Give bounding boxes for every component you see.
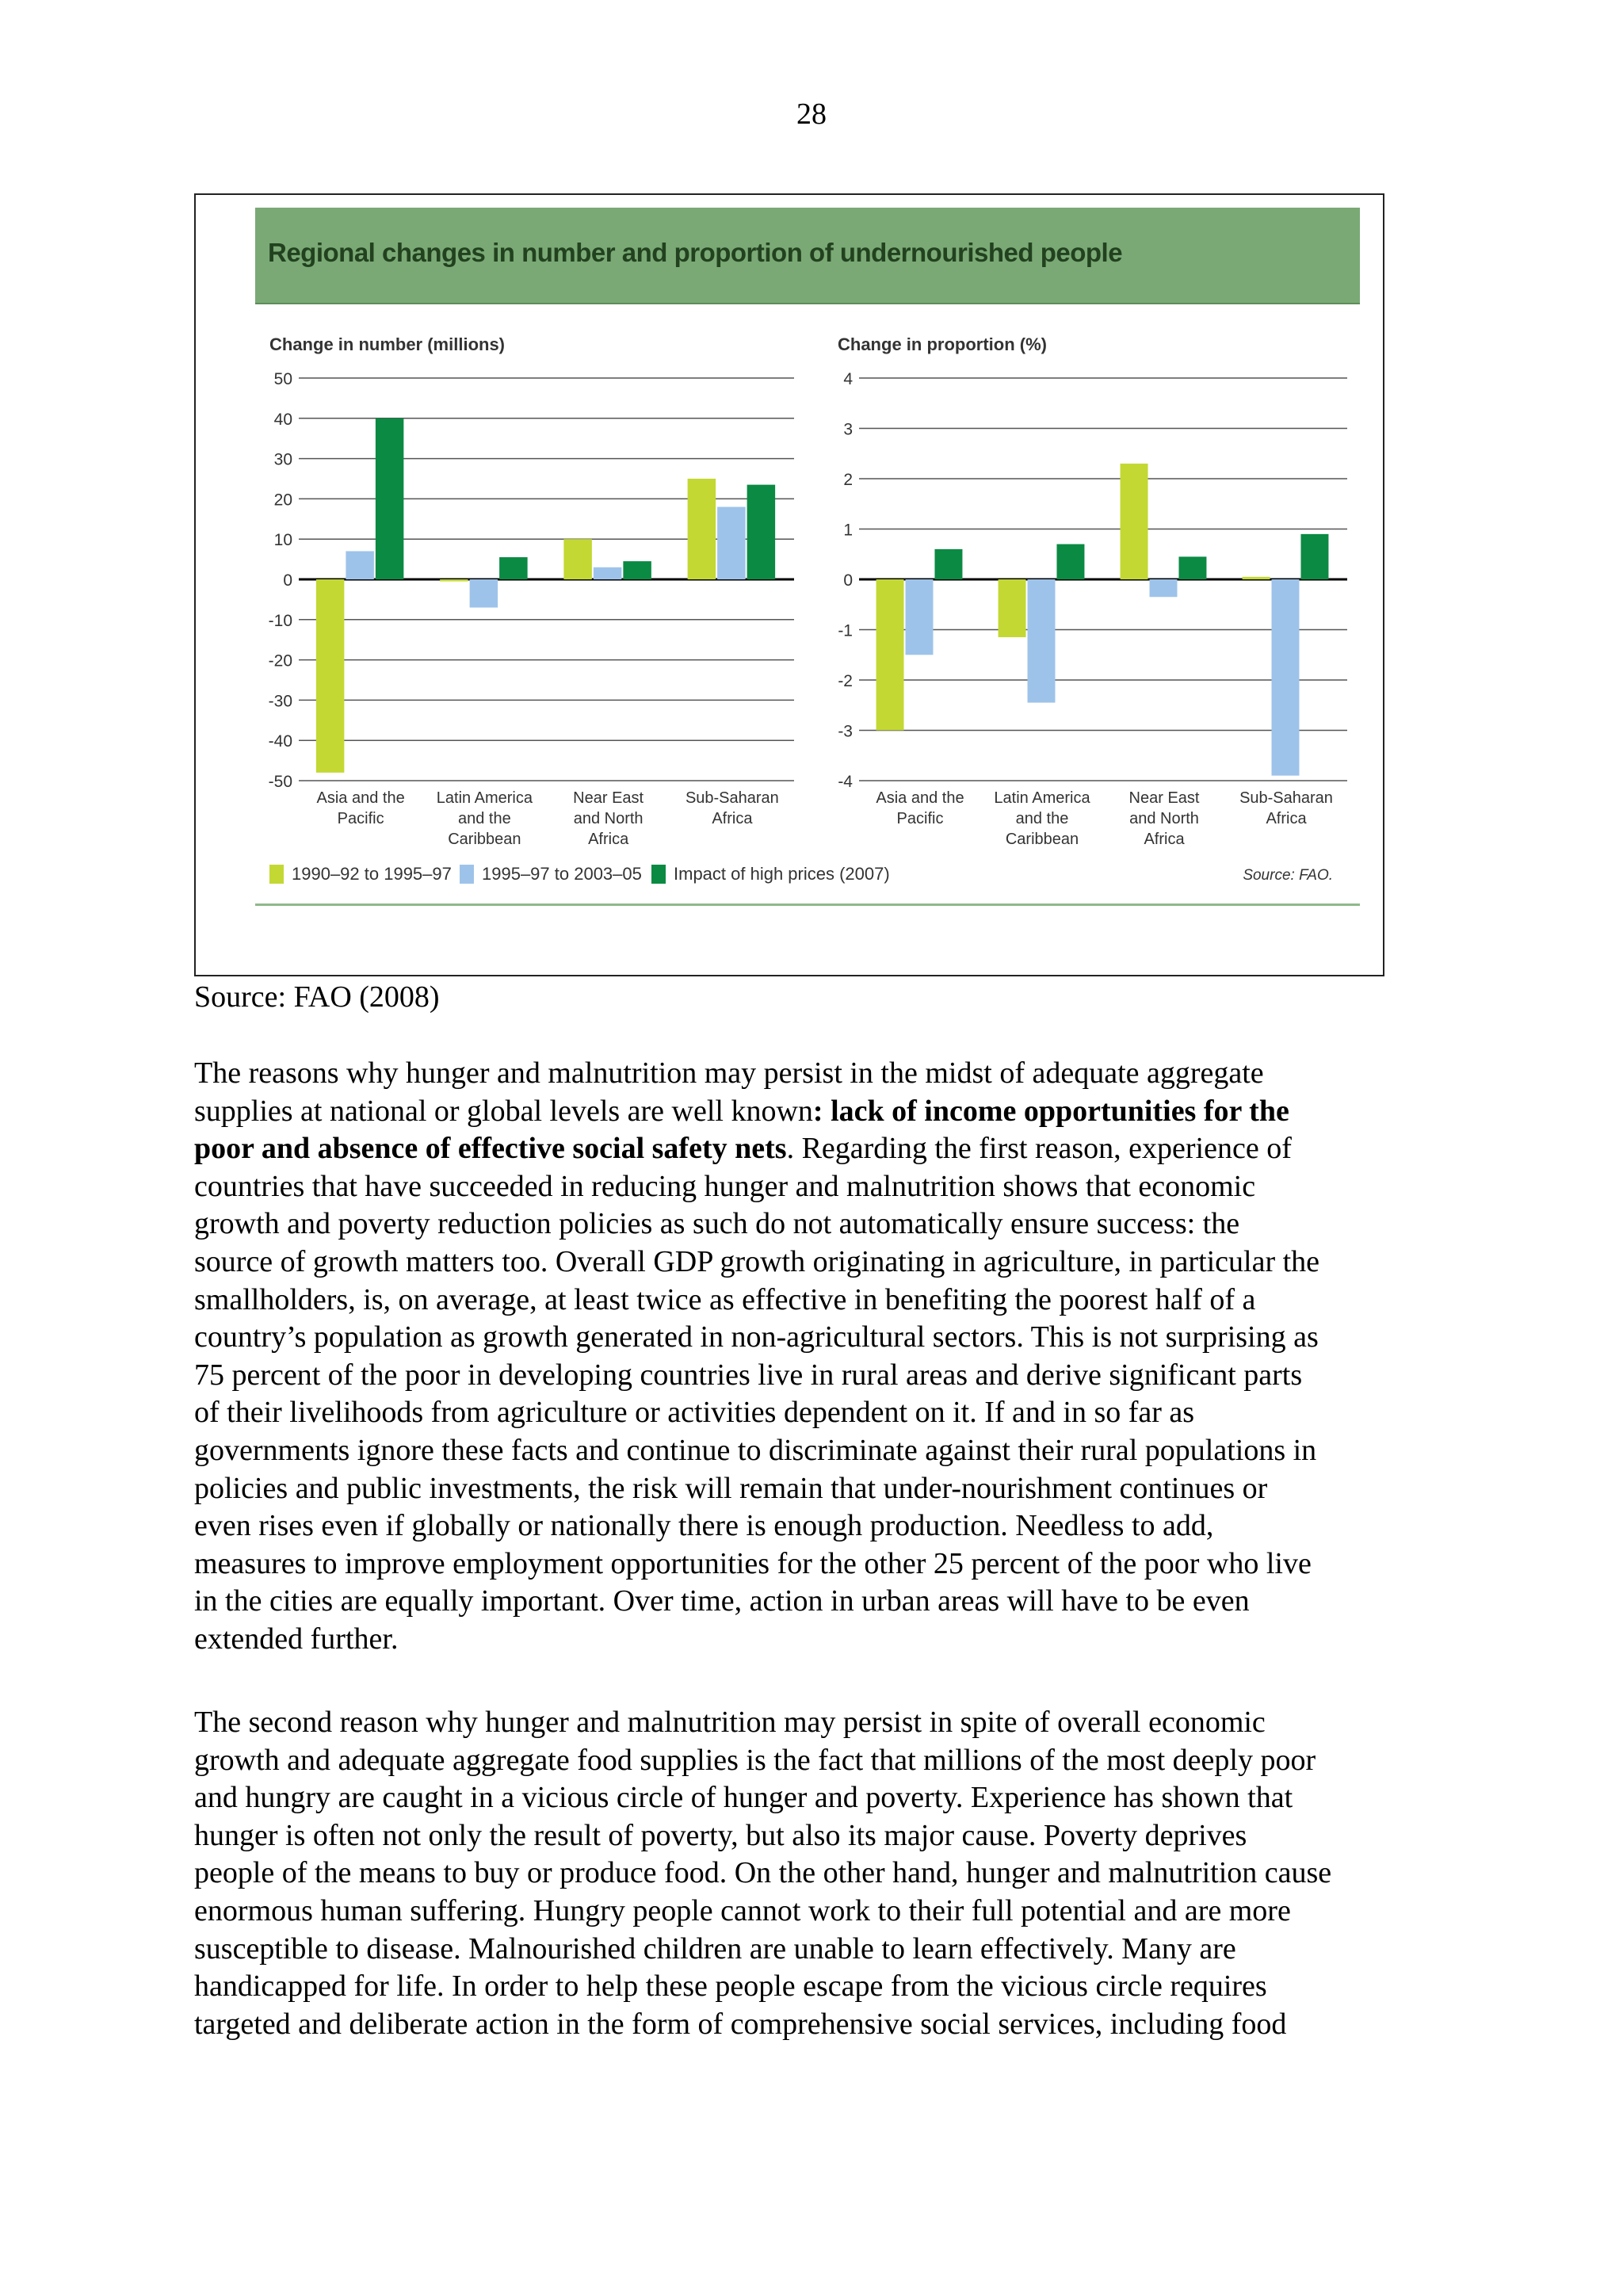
y-tick-label: -2 [838,672,853,690]
bar [1178,556,1206,579]
category-label: Africa [712,810,753,827]
paragraph-1-text-b: . Regarding the first reason, experience of countries that have succeeded in reducing hunger and malnutrition shows that economic growth and poverty reduction policies as such do not automatically ensure success: the source of growth matters too. Overall GDP growth originating in agriculture, in particular the smallholders, is, on average, at least twice as effective in benefiting the poorest half of a country’s population as growth generated in non-agricultural sectors. This is not surprising as 75 percent of the poor in developing countries live in rural areas and derive significant parts of their livelihoods from agriculture or activities dependent on it. If and in so far as governments ignore these facts and continue to discriminate against their rural populations in policies and public investments, the risk will remain that under-nourishment continues or even rises even if globally or nationally there is enough production. Needless to add, measures to improve employment opportunities for the other 25 percent of the poor who live in the cities are equally important. Over time, action in urban areas will have to be even extended further. [194,1132,1320,1656]
y-tick-label: -20 [268,651,292,670]
category-label: and North [1129,810,1199,827]
legend-label: 1990–92 to 1995–97 [292,864,452,884]
y-tick-label: 30 [273,450,292,469]
bar [563,539,592,579]
bar [440,579,468,582]
y-tick-label: -1 [838,621,853,640]
bar [1056,544,1084,579]
category-label: Africa [588,831,629,848]
bar [1150,579,1178,597]
figure-source-note: Source: FAO. [1243,867,1333,884]
category-label: Africa [1266,810,1307,827]
legend [269,864,1347,896]
figure [255,208,1360,909]
category-label: and the [458,810,511,827]
legend-item-1990-92 [269,864,452,884]
bar [1243,577,1270,579]
category-label: and the [1015,810,1069,827]
y-tick-label: 10 [273,531,292,550]
legend-swatch [269,865,284,884]
bar [316,579,345,773]
bar [906,579,934,655]
bar [934,549,962,579]
chart-area [255,208,1360,858]
y-tick-label: 3 [843,420,853,439]
y-tick-label: -40 [268,732,292,751]
page-number: 28 [796,97,827,131]
chart-2-title: Change in proportion (%) [838,334,1047,354]
category-label: Caribbean [448,831,521,848]
category-label: Near East [573,789,644,807]
y-tick-label: -4 [838,773,853,791]
category-label: Asia and the [316,789,405,807]
bar [376,418,404,579]
category-label: Africa [1144,831,1185,848]
legend-item-1995-97 [460,864,642,884]
bar [594,567,622,579]
y-tick-label: 4 [843,370,853,388]
category-label: Caribbean [1005,831,1079,848]
chart-1-title: Change in number (millions) [269,334,506,354]
paragraph-1-text-a: The reasons why hunger and malnutrition may persist in the midst of adequate aggregate supplies at national or global levels are well known [194,1056,1264,1128]
legend-swatch [651,865,666,884]
y-tick-label: -30 [268,692,292,711]
category-label: Sub-Saharan [1239,789,1333,807]
y-tick-label: 50 [273,370,292,388]
y-tick-label: -50 [268,773,292,791]
figure-title: Regional changes in number and proportion of undernourished people [268,238,1123,267]
bar [1121,464,1148,579]
bar [470,579,498,608]
bar [717,507,746,579]
legend-item-high-prices [651,864,890,884]
y-tick-label: 0 [843,571,853,590]
y-tick-label: 1 [843,521,853,540]
legend-divider [255,904,1360,906]
bar [747,485,776,579]
bar [1272,579,1300,776]
figure-caption: Source: FAO (2008) [194,980,440,1014]
category-label: Pacific [896,810,944,827]
category-label: Latin America [436,789,533,807]
legend-swatch [460,865,474,884]
bar [1300,534,1328,579]
y-tick-label: 2 [843,471,853,489]
bar [499,557,528,579]
paragraph-1-bold: : lack of income opportunities for the poor and absence of effective social safety nets [194,1094,1289,1166]
category-label: Asia and the [876,789,964,807]
category-label: and North [573,810,643,827]
legend-label: 1995–97 to 2003–05 [482,864,642,884]
bar [688,479,716,579]
bar [876,579,904,731]
y-tick-label: 20 [273,491,292,510]
paragraph-1 [194,1055,1462,1659]
y-tick-label: 0 [283,571,292,590]
bar [999,579,1026,637]
bar [623,561,651,579]
category-label: Near East [1128,789,1200,807]
y-tick-label: 40 [273,410,292,429]
y-tick-label: -3 [838,722,853,741]
bar [1028,579,1056,703]
paragraph-2: The second reason why hunger and malnutrition may persist in spite of overall economic growth and adequate aggregate food supplies is the fact that millions of the most deeply poor and hungry are caught in a vicious circle of hunger and poverty. Experience has shown that hunger is often not only the result of poverty, but also its major cause. Poverty deprives people of the means to buy or produce food. On the other hand, hunger and malnutrition cause enormous human suffering. Hungry people cannot work to their full potential and are more susceptible to disease. Malnourished children are unable to learn effectively. Many are handicapped for life. In order to help these people escape from the vicious circle requires targeted and deliberate action in the form of comprehensive social services, including food [194,1706,1332,2041]
category-label: Sub-Saharan [685,789,779,807]
legend-label: Impact of high prices (2007) [674,864,890,884]
bar [346,551,374,579]
category-label: Pacific [337,810,384,827]
category-label: Latin America [994,789,1090,807]
y-tick-label: -10 [268,611,292,630]
